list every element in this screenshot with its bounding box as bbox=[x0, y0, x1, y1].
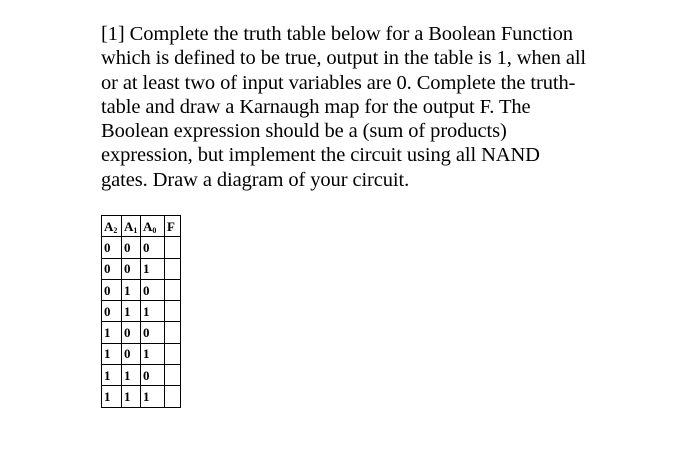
cell-a1: 0 bbox=[122, 343, 141, 364]
cell-f[interactable] bbox=[165, 301, 181, 322]
table-row bbox=[102, 279, 181, 300]
truth-table bbox=[101, 215, 181, 408]
cell-f[interactable] bbox=[165, 237, 181, 258]
problem-line: expression, but implement the circuit using all NAND bbox=[101, 144, 540, 167]
table-row bbox=[102, 237, 181, 258]
cell-a0: 0 bbox=[141, 237, 165, 258]
cell-a1: 0 bbox=[122, 258, 141, 279]
header-a2: $A_2$ bbox=[102, 216, 122, 237]
cell-a2: 1 bbox=[102, 365, 122, 386]
table-row bbox=[102, 322, 181, 343]
truth-table-body bbox=[102, 237, 181, 407]
cell-a0: 0 bbox=[141, 365, 165, 386]
problem-line: Boolean expression should be a (sum of products) bbox=[101, 120, 507, 143]
header-f: F bbox=[165, 216, 181, 237]
cell-a1: 1 bbox=[122, 365, 141, 386]
cell-f[interactable] bbox=[165, 322, 181, 343]
cell-a1: 1 bbox=[122, 301, 141, 322]
cell-a2: 0 bbox=[102, 279, 122, 300]
cell-a0: 1 bbox=[141, 343, 165, 364]
table-row bbox=[102, 301, 181, 322]
cell-a1: 0 bbox=[122, 322, 141, 343]
cell-f[interactable] bbox=[165, 343, 181, 364]
header-a1: $A_1$ bbox=[122, 216, 141, 237]
cell-a1: 1 bbox=[122, 279, 141, 300]
cell-f[interactable] bbox=[165, 258, 181, 279]
cell-a0: 0 bbox=[141, 322, 165, 343]
cell-a2: 0 bbox=[102, 258, 122, 279]
problem-text bbox=[101, 22, 621, 192]
problem-line: which is defined to be true, output in the table is 1, when all bbox=[101, 47, 587, 70]
cell-a2: 0 bbox=[102, 301, 122, 322]
header-a0: $A_0$ bbox=[141, 216, 165, 237]
table-row bbox=[102, 386, 181, 407]
cell-a0: 1 bbox=[141, 258, 165, 279]
cell-a2: 0 bbox=[102, 237, 122, 258]
cell-f[interactable] bbox=[165, 279, 181, 300]
problem-line: table and draw a Karnaugh map for the output F. The bbox=[101, 95, 531, 118]
cell-a0: 0 bbox=[141, 279, 165, 300]
table-row bbox=[102, 365, 181, 386]
problem-statement bbox=[101, 22, 621, 192]
cell-f[interactable] bbox=[165, 365, 181, 386]
table-row bbox=[102, 258, 181, 279]
problem-line: or at least two of input variables are 0. Complete the truth- bbox=[101, 71, 576, 94]
cell-f[interactable] bbox=[165, 386, 181, 407]
cell-a2: 1 bbox=[102, 322, 122, 343]
cell-a2: 1 bbox=[102, 386, 122, 407]
truth-table-header-row bbox=[102, 216, 181, 237]
cell-a2: 1 bbox=[102, 343, 122, 364]
cell-a0: 1 bbox=[141, 301, 165, 322]
problem-line: gates. Draw a diagram of your circuit. bbox=[101, 168, 410, 191]
cell-a0: 1 bbox=[141, 386, 165, 407]
problem-line: [1] Complete the truth table below for a Boolean Function bbox=[101, 23, 573, 45]
cell-a1: 0 bbox=[122, 237, 141, 258]
table-row bbox=[102, 343, 181, 364]
cell-a1: 1 bbox=[122, 386, 141, 407]
